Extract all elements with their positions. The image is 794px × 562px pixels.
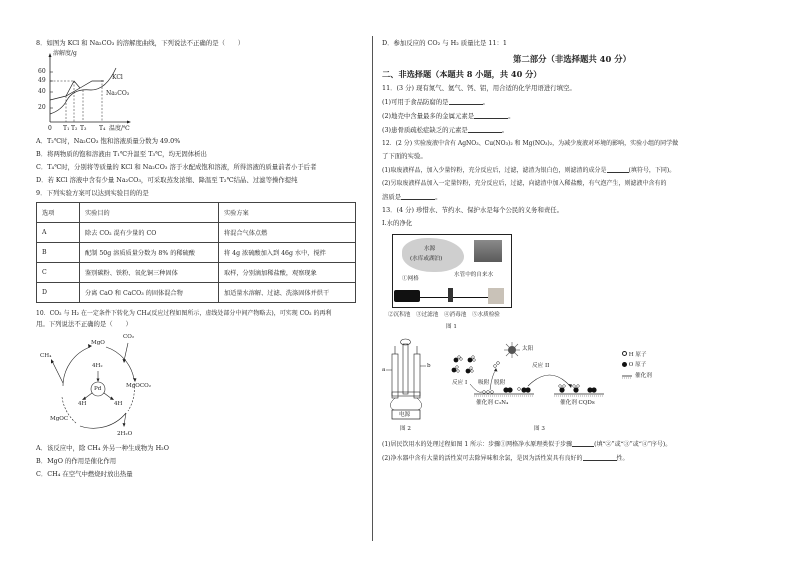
table-cell: 鉴别碳粉、铁粉、氧化铜三种固体 [80,263,219,283]
q13-item1-text: (1)居民饮用水的处理过程如图 1 所示：步骤①网格净水原理类似于步骤 [382,441,573,448]
chart-x-tick: T₂ [71,125,78,132]
table-cell: 加适量水溶解、过滤、洗涤固体并烘干 [219,283,356,303]
q11-item [382,97,762,107]
fig3-catalyst2: 催化剂 CQDs [560,400,595,406]
chart-x-tick: T₁ [63,125,70,132]
column-divider [372,36,373,541]
fig3-sun-label: 太阳 [522,346,534,352]
water-testing-photo [488,288,504,304]
fig2-power-label: 电源 [399,412,411,418]
q12-stem-line1: 12．(2 分) 实验废液中含有 AgNO₃、Cu(NO₃)₂ 和 Mg(NO₃)₂，为减少废液对环境的影响，实验小组的同学做 [382,140,679,147]
q13-item1 [382,439,762,449]
q10-option-a: A．该反应中，除 CH₄ 外另一种生成物为 H₂O [36,444,169,452]
legend-label: H 原子 [628,352,647,358]
table-cell: B [37,243,80,263]
house-photo [474,240,502,262]
q13-item2-suffix: 性。 [616,455,629,462]
punct: 。 [508,112,515,120]
chart-y-tick: 20 [38,104,46,111]
section-title: 二、非选择题（本题共 8 小题，共 40 分） [382,69,542,79]
q10-reaction-cycle-diagram [38,331,178,441]
chart-series-kcl: KCl [112,74,123,81]
chart-x-axis-label: 温度/℃ [109,125,130,132]
q10-option-b: B．MgO 的作用是催化作用 [36,457,117,465]
legend-catalyst: 催化剂 [635,373,652,379]
q11-item [382,125,762,135]
q12-item1-text: (1)取废液样品，加入少量锌粉，充分反应后，过滤，滤渣为银白色，则滤渣的成分是 [382,167,607,174]
chart-y-tick: 49 [38,77,46,84]
answer-blank[interactable] [607,165,629,173]
chart-y-tick: 40 [38,88,46,95]
water-source-label: 水源 [424,246,436,252]
q10-stem-line2: 用。下列说法不正确的是（ ） [36,320,132,328]
chart-series-na2co3: Na₂CO₃ [106,90,130,97]
chart-x-tick: T₄ [99,125,106,132]
q8-option-d: D．若 KCl 溶液中含有少量 Na₂CO₃，可采取蒸发浓缩、降温至 T₂℃结晶、过滤等操作提纯 [36,176,298,184]
q8-stem: 8．如图为 KCl 和 Na₂CO₃ 的溶解度曲线，下列说法不正确的是（ ） [36,39,245,47]
q10-stem-line1: 10．CO₂ 与 H₂ 在一定条件下转化为 CH₄(反应过程如图所示，虚线处部分中间产物略去)，可实现 CO₂ 的再利 [36,310,332,317]
q13-stem: 13．(4 分) 珍惜水、节约水、保护水是每个公民的义务和责任。 [382,206,564,214]
q13-item2-text: (2)净水器中含有大量的活性炭可去除异味和余氯，是因为活性炭具有良好的 [382,455,583,462]
h-atom-icon [622,351,627,356]
q12-item1 [382,165,762,175]
legend-o-atom [622,362,646,369]
q12-item2-line2 [382,192,762,202]
answer-blank[interactable] [474,111,508,119]
filter-icon [448,288,453,302]
solubility-curves-svg [36,50,146,134]
table-cell: 将 4g 浓硫酸加入到 46g 水中，搅拌 [219,243,356,263]
label-mgo: MgO [91,340,105,346]
water-source-cloud [402,238,464,272]
table-header: 实验方案 [219,203,356,223]
q13-subsection: Ⅰ.水的净化 [382,219,413,227]
legend-h-atom [622,351,647,359]
fig3-reaction1: 反应 I [452,380,468,386]
q13-item2 [382,453,762,463]
table-header-row [37,203,356,223]
q10-option-d: D．参加反应的 CO₂ 与 H₂ 质量比是 11：1 [382,39,507,47]
q12-item2-text: 溶质是 [382,193,402,201]
table-row [37,263,356,283]
answer-blank[interactable] [468,125,502,133]
fig3-number: 图 3 [534,426,545,432]
fig1-step-captions: ②沉积池 ③过滤池 ④消毒池 ⑤水质检验 [388,312,500,318]
fig3-catalyst1: 催化剂 C₃N₄ [476,400,509,406]
label-4h-left: 4H [78,401,87,407]
label-pd: Pd [94,386,102,392]
punct: 。 [435,193,442,201]
table-row [37,223,356,243]
q11-item3-text: (3)患骨质疏松症缺乏的元素是 [382,126,468,134]
o-atom-icon [622,362,627,367]
q11-item [382,111,762,121]
q12-item2-line1: (2)另取废液样品加入一定量锌粉，充分反应后，过滤，向滤渣中加入稀盐酸，有气泡产生，则滤液中含有的 [382,180,667,187]
q11-item2-text: (2)地壳中含量最多的金属元素是 [382,112,475,120]
settling-tank-icon [394,290,420,302]
label-co2: CO₂ [123,334,135,340]
label-mgoc: MgOC [50,416,69,422]
q9-stem: 9．下列实验方案可以达到实验目的的是 [36,189,149,197]
fig2-number: 图 2 [400,426,411,432]
table-cell: 除去 CO₂ 混有少量的 CO [80,223,219,243]
q8-option-a: A．T₂℃时，Na₂CO₃ 饱和溶液质量分数为 49.0% [36,137,181,145]
label-ch4: CH₄ [40,353,52,359]
label-4h2: 4H₂ [92,363,103,369]
q13-item1-suffix: (填“②”或“③”或“④”序号)。 [594,441,672,448]
table-cell: 分离 CaO 和 CaCO₃ 的固体混合物 [80,283,219,303]
figures-2-3 [382,336,682,436]
fig2-label-b: b [427,363,431,369]
answer-blank[interactable] [583,453,617,461]
chart-x-tick: 0 [48,125,52,132]
table-cell: A [37,223,80,243]
tap-water-label: 水管中的自来水 [454,272,494,278]
q10-option-c: C．CH₄ 在空气中燃烧时放出热量 [36,470,133,478]
chart-y-tick: 60 [38,68,46,75]
answer-blank[interactable] [401,192,435,200]
q11-item1-text: (1)可用于食品防腐的是 [382,98,449,106]
q8-option-b: B．将两物质的饱和溶液由 T₁℃升温至 T₃℃，均无固体析出 [36,150,207,158]
punct: 。 [482,98,489,106]
solubility-chart [36,50,146,134]
figure-1-water-purification [388,232,516,332]
answer-blank[interactable] [449,97,483,105]
right-column [382,38,762,467]
q12-stem-line2: 了下面的实验。 [382,152,427,160]
table-row [37,283,356,303]
water-source-sub: (水库或湖泊) [410,256,443,262]
table-cell: D [37,283,80,303]
reaction-cycle-svg [38,331,178,441]
table-cell: 配制 50g 溶质质量分数为 8% 的稀硫酸 [80,243,219,263]
part-title: 第二部分（非选择题共 40 分） [513,54,631,64]
left-column [36,38,356,483]
pipe-line [420,297,490,298]
fig3-adsorb: 吸附 [478,380,490,386]
q8-option-c: C．T₄℃时，分别将等质量的 KCl 和 Na₂CO₃ 溶于水配成饱和溶液，所得溶液的质量前者小于后者 [36,163,317,171]
label-4h-right: 4H [114,401,123,407]
fig2-label-a: a [382,367,386,373]
step1-label: ①网格 [402,276,419,282]
chart-y-axis-label: 溶解度/g [53,50,77,57]
label-2h2o: 2H₂O [117,431,133,437]
label-mgoco2: MgOCO₂ [126,383,152,389]
q12-item1-suffix: (填符号，下同)。 [628,167,676,174]
table-row [37,243,356,263]
table-cell: 取样，分别滴加稀盐酸，观察现象 [219,263,356,283]
table-header: 实验目的 [80,203,219,223]
table-cell: 将混合气体点燃 [219,223,356,243]
fig3-desorb: 脱附 [494,380,506,386]
table-header: 选项 [37,203,80,223]
chart-x-tick: T₃ [80,125,87,132]
fig3-reaction2: 反应 II [532,363,550,369]
table-cell: C [37,263,80,283]
fig1-number: 图 1 [446,324,457,330]
legend-label: O 原子 [628,362,647,368]
answer-blank[interactable] [572,439,594,447]
q11-stem: 11．(3 分) 现有氮气、氦气、钙、铝，用合适的化学用语进行填空。 [382,84,576,92]
punct: 。 [501,126,509,134]
q9-experiment-table [36,202,356,303]
